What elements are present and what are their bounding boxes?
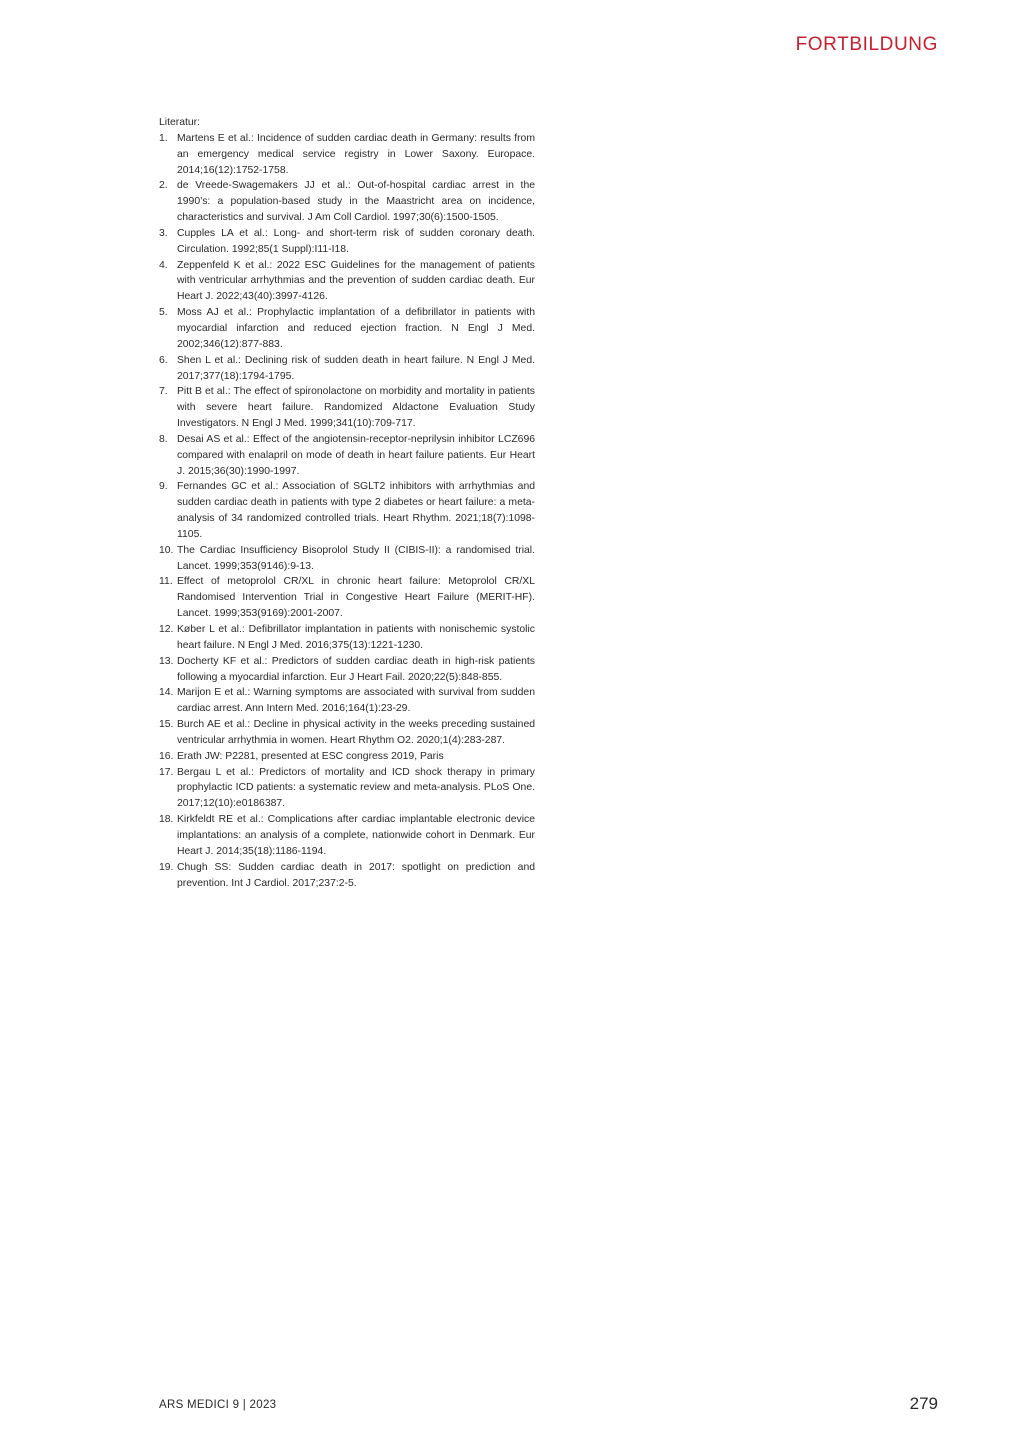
reference-item <box>159 765 535 813</box>
reference-item <box>159 574 535 622</box>
reference-number: 15. <box>159 719 174 731</box>
reference-number: 17. <box>159 766 174 778</box>
reference-text: Fernandes GC et al.: Association of SGLT2 inhibitors with arrhythmias and sudden cardiac death in patients with type 2 diabetes or heart failure: a meta-analysis of 34 randomized controlled trials. Heart Rhythm. 2021;18(7):1098-1105. <box>177 481 535 540</box>
reference-text: de Vreede-Swagemakers JJ et al.: Out-of-hospital cardiac arrest in the 1990’s: a population-based study in the Maastricht area on incidence, characteristics and survival. J Am Coll Cardiol. 1997;30(6):1500-1505. <box>177 180 535 224</box>
reference-item <box>159 258 535 306</box>
reference-text: Zeppenfeld K et al.: 2022 ESC Guidelines for the management of patients with ventricular arrhythmias and the prevention of sudden cardiac death. Eur Heart J. 2022;43(40):3997-4126. <box>177 259 535 303</box>
reference-number: 7. <box>159 386 168 398</box>
reference-text: Shen L et al.: Declining risk of sudden death in heart failure. N Engl J Med. 2017;377(18):1794-1795. <box>177 354 535 382</box>
reference-number: 8. <box>159 433 168 445</box>
reference-item <box>159 479 535 542</box>
reference-item <box>159 543 535 575</box>
reference-text: Pitt B et al.: The effect of spironolactone on morbidity and mortality in patients with severe heart failure. Randomized Aldactone Evaluation Study Investigators. N Engl J Med. 1999;341(10):709-717. <box>177 386 535 430</box>
reference-text: Moss AJ et al.: Prophylactic implantation of a defibrillator in patients with myocardial infarction and reduced ejection fraction. N Engl J Med. 2002;346(12):877-883. <box>177 307 535 350</box>
reference-item <box>159 432 535 480</box>
reference-text: Erath JW: P2281, presented at ESC congress 2019, Paris <box>177 750 444 762</box>
reference-item <box>159 749 535 765</box>
reference-number: 12. <box>159 624 174 635</box>
reference-text: Marijon E et al.: Warning symptoms are associated with survival from sudden cardiac arrest. Ann Intern Med. 2016;164(1):23-29. <box>177 687 535 715</box>
reference-number: 18. <box>159 814 174 826</box>
reference-number: 13. <box>159 655 174 667</box>
reference-number: 16. <box>159 750 174 762</box>
reference-item <box>159 305 535 353</box>
reference-text: The Cardiac Insufficiency Bisoprolol Study II (CIBIS-II): a randomised trial. Lancet. 1999;353(9146):9-13. <box>177 544 535 572</box>
reference-number: 9. <box>159 481 168 493</box>
reference-text: Martens E et al.: Incidence of sudden cardiac death in Germany: results from an emergency medical service registry in Lower Saxony. Europace. 2014;16(12):1752-1758. <box>177 132 535 176</box>
reference-item <box>159 860 535 892</box>
reference-item <box>159 384 535 432</box>
reference-text: Kirkfeldt RE et al.: Complications after cardiac implantable electronic device implantations: an analysis of a complete, nationwide cohort in Denmark. Eur Heart J. 2014;35(18):1186-1194. <box>177 814 535 857</box>
reference-number: 4. <box>159 259 168 271</box>
reference-text: Docherty KF et al.: Predictors of sudden cardiac death in high-risk patients following a myocardial infarction. Eur J Heart Fail. 2020;22(5):848-855. <box>177 655 535 683</box>
reference-text: Bergau L et al.: Predictors of mortality and ICD shock therapy in primary prophylactic ICD patients: a systematic review and meta-analysis. PLoS One. 2017;12(10):e0186387. <box>177 766 535 810</box>
reference-text: Chugh SS: Sudden cardiac death in 2017: spotlight on prediction and prevention. Int J Cardiol. 2017;237:2-5. <box>177 861 535 889</box>
reference-item <box>159 178 535 226</box>
reference-number: 14. <box>159 687 174 699</box>
reference-heading: Literatur: <box>159 117 201 128</box>
reference-list <box>159 115 535 891</box>
page-number: 279 <box>909 1394 938 1413</box>
reference-item <box>159 812 535 860</box>
reference-number: 5. <box>159 307 168 319</box>
journal-footer: ARS MEDICI 9 | 2023 <box>159 1399 277 1411</box>
reference-text: Effect of metoprolol CR/XL in chronic heart failure: Metoprolol CR/XL Randomised Intervention Trial in Congestive Heart Failure (MERIT-HF). Lancet. 1999;353(9169):2001-2007. <box>177 576 535 620</box>
reference-text: Cupples LA et al.: Long- and short-term risk of sudden coronary death. Circulation. 1992;85(1 Suppl):I11-I18. <box>177 227 535 255</box>
reference-text: Burch AE et al.: Decline in physical activity in the weeks preceding sustained ventricular arrhythmia in women. Heart Rhythm O2. 2020;1(4):283-287. <box>177 719 535 746</box>
reference-item <box>159 353 535 385</box>
section-title: FORTBILDUNG <box>795 34 938 55</box>
reference-item <box>159 685 535 717</box>
reference-number: 6. <box>159 354 168 366</box>
reference-number: 19. <box>159 861 174 873</box>
reference-item <box>159 131 535 179</box>
reference-text: Desai AS et al.: Effect of the angiotensin-receptor-neprilysin inhibitor LCZ696 compared with enalapril on mode of death in heart failure patients. Eur Heart J. 2015;36(30):1990-1997. <box>177 433 535 477</box>
reference-number: 10. <box>159 544 174 556</box>
reference-number: 1. <box>159 132 168 144</box>
reference-number: 2. <box>159 180 168 192</box>
reference-number: 11. <box>159 576 173 588</box>
reference-item <box>159 226 535 258</box>
reference-item <box>159 654 535 686</box>
reference-text: Køber L et al.: Defibrillator implantation in patients with nonischemic systolic heart failure. N Engl J Med. 2016;375(13):1221-1230. <box>177 624 535 651</box>
reference-items <box>159 131 535 892</box>
reference-item <box>159 717 535 749</box>
reference-item <box>159 622 535 654</box>
reference-number: 3. <box>159 227 168 239</box>
